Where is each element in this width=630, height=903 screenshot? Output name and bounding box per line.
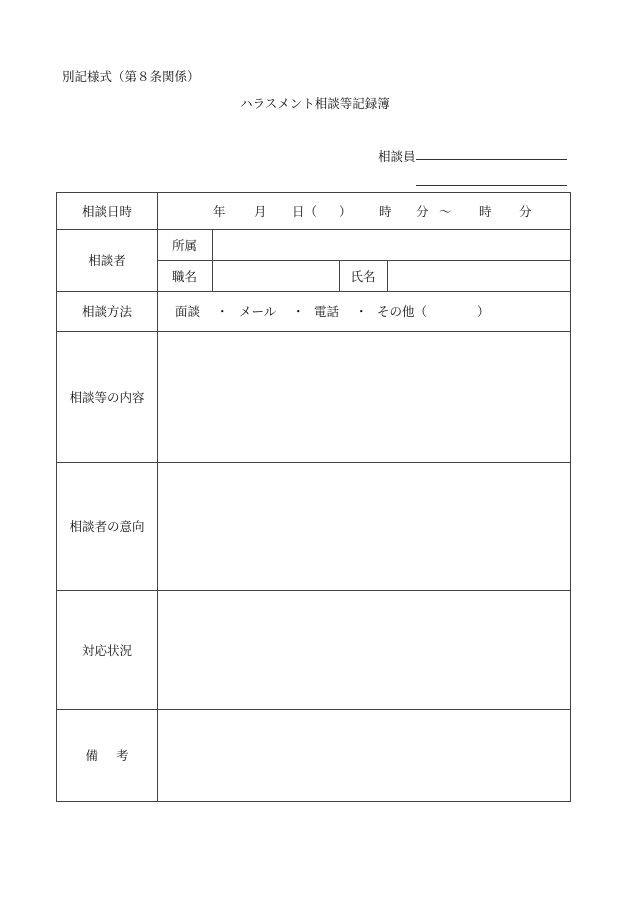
- affiliation-label: 所属: [171, 237, 197, 253]
- method-separator: ・: [292, 304, 305, 319]
- form-reference-note: 別記様式（第８条関係）: [62, 69, 200, 84]
- method-field[interactable]: [157, 291, 570, 331]
- method-separator: ・: [355, 304, 368, 319]
- position-field[interactable]: [212, 260, 339, 291]
- response-label: 対応状況: [81, 642, 132, 658]
- range-tilde: ～: [439, 204, 452, 219]
- start-hour-label: 時: [379, 204, 392, 219]
- staff-signature-line-2[interactable]: [416, 185, 567, 186]
- staff-signature-line-1[interactable]: [416, 159, 567, 160]
- consultation-record-table: [56, 192, 571, 802]
- remarks-label: [57, 709, 157, 801]
- datetime-field[interactable]: [157, 193, 570, 229]
- page-title: ハラスメント相談等記録簿: [240, 96, 390, 111]
- intent-label: 相談者の意向: [69, 519, 145, 534]
- content-field[interactable]: [157, 331, 570, 462]
- method-separator: ・: [216, 304, 229, 319]
- month-label: 月: [254, 204, 267, 219]
- consultee-label: 相談者: [88, 253, 126, 268]
- end-minute-label: 分: [519, 204, 532, 219]
- intent-field[interactable]: [157, 462, 570, 590]
- day-label: 日（: [292, 204, 318, 219]
- name-field[interactable]: [387, 260, 570, 291]
- remarks-field[interactable]: [157, 709, 570, 801]
- method-option-in-person[interactable]: 面談: [175, 304, 201, 319]
- remarks-label-char-2: 考: [116, 748, 129, 763]
- year-label: 年: [213, 204, 226, 219]
- name-label: 氏名: [350, 268, 376, 284]
- datetime-label: 相談日時: [81, 204, 132, 219]
- method-option-email[interactable]: メール: [239, 304, 277, 319]
- end-hour-label: 時: [479, 204, 492, 219]
- affiliation-field[interactable]: [212, 229, 570, 260]
- weekday-close-paren: ）: [339, 204, 352, 219]
- method-label: 相談方法: [81, 304, 132, 319]
- method-other-close-paren: ）: [477, 304, 490, 319]
- remarks-label-char-1: 備: [85, 748, 98, 763]
- start-minute-label: 分: [416, 204, 429, 219]
- staff-label: 相談員: [378, 149, 416, 164]
- method-option-other[interactable]: その他（: [377, 304, 428, 319]
- content-label: 相談等の内容: [69, 389, 145, 405]
- response-field[interactable]: [157, 590, 570, 709]
- position-label: 職名: [171, 268, 197, 284]
- method-option-phone[interactable]: 電話: [314, 304, 340, 319]
